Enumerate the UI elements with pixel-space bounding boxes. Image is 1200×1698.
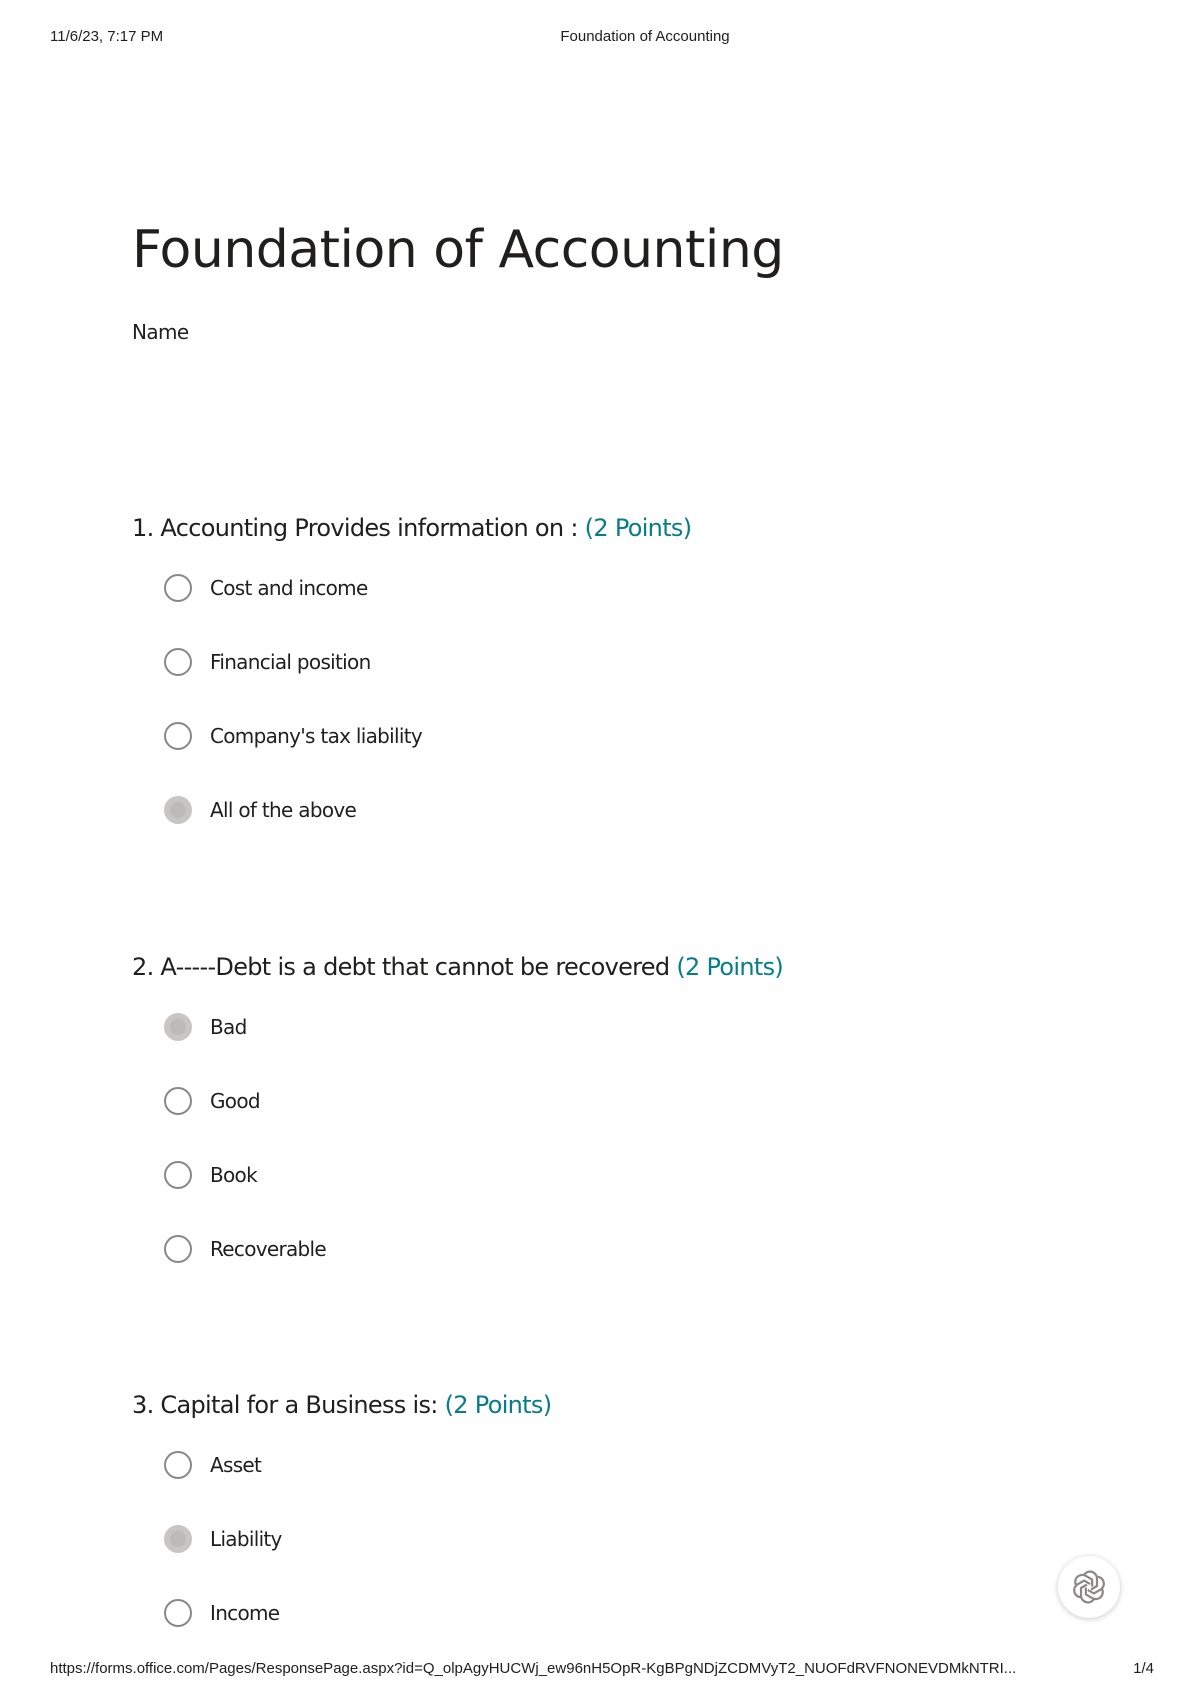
options-list (132, 1449, 1132, 1671)
option-label: Asset (210, 1453, 262, 1477)
question-title (132, 1389, 1132, 1421)
option-label: Book (210, 1163, 257, 1187)
radio-button-selected[interactable] (164, 1525, 192, 1553)
question-points: (2 Points) (676, 953, 784, 981)
option-bad[interactable] (164, 1011, 1132, 1085)
question-2 (132, 951, 1132, 1307)
radio-button[interactable] (164, 574, 192, 602)
option-label: Financial position (210, 650, 371, 674)
radio-button-selected[interactable] (164, 1013, 192, 1041)
question-1 (132, 512, 1132, 868)
question-title (132, 951, 1132, 983)
openai-logo-icon (1068, 1566, 1110, 1608)
option-label: Good (210, 1089, 260, 1113)
option-label: Recoverable (210, 1237, 327, 1261)
options-list (132, 572, 1132, 868)
radio-button[interactable] (164, 722, 192, 750)
option-label: Company's tax liability (210, 724, 423, 748)
assistant-floating-button[interactable] (1058, 1556, 1120, 1618)
option-asset[interactable] (164, 1449, 1132, 1523)
option-book[interactable] (164, 1159, 1132, 1233)
respondent-name-label: Name (132, 320, 189, 344)
print-date: 11/6/23, 7:17 PM (50, 28, 164, 45)
option-liability[interactable] (164, 1523, 1132, 1597)
print-url: https://forms.office.com/Pages/ResponsePage.aspx?id=Q_olpAgyHUCWj_ew96nH5OpR-KgBPgNDjZCDMVyT2_NUOFdRVFNONEVDMkNTRI... (50, 1660, 1017, 1677)
form-title: Foundation of Accounting (132, 220, 784, 280)
option-label: All of the above (210, 798, 357, 822)
question-points: (2 Points) (584, 514, 692, 542)
option-recoverable[interactable] (164, 1233, 1132, 1307)
question-text: 2. A-----Debt is a debt that cannot be recovered (132, 953, 670, 981)
question-3 (132, 1389, 1132, 1671)
question-title (132, 512, 1132, 544)
page-number: 1/4 (1133, 1660, 1154, 1677)
option-company-tax-liability[interactable] (164, 720, 1132, 794)
radio-button[interactable] (164, 1161, 192, 1189)
question-points: (2 Points) (444, 1391, 552, 1419)
radio-button-selected[interactable] (164, 796, 192, 824)
question-text: 1. Accounting Provides information on : (132, 514, 578, 542)
option-financial-position[interactable] (164, 646, 1132, 720)
option-good[interactable] (164, 1085, 1132, 1159)
radio-button[interactable] (164, 1235, 192, 1263)
option-label: Liability (210, 1527, 282, 1551)
option-all-of-the-above[interactable] (164, 794, 1132, 868)
print-header (0, 28, 1200, 50)
radio-button[interactable] (164, 648, 192, 676)
option-label: Income (210, 1601, 280, 1625)
radio-button[interactable] (164, 1087, 192, 1115)
option-cost-and-income[interactable] (164, 572, 1132, 646)
print-footer (0, 1660, 1200, 1682)
question-text: 3. Capital for a Business is: (132, 1391, 438, 1419)
radio-button[interactable] (164, 1599, 192, 1627)
options-list (132, 1011, 1132, 1307)
option-label: Bad (210, 1015, 247, 1039)
option-label: Cost and income (210, 576, 368, 600)
radio-button[interactable] (164, 1451, 192, 1479)
print-page-title: Foundation of Accounting (560, 28, 730, 45)
